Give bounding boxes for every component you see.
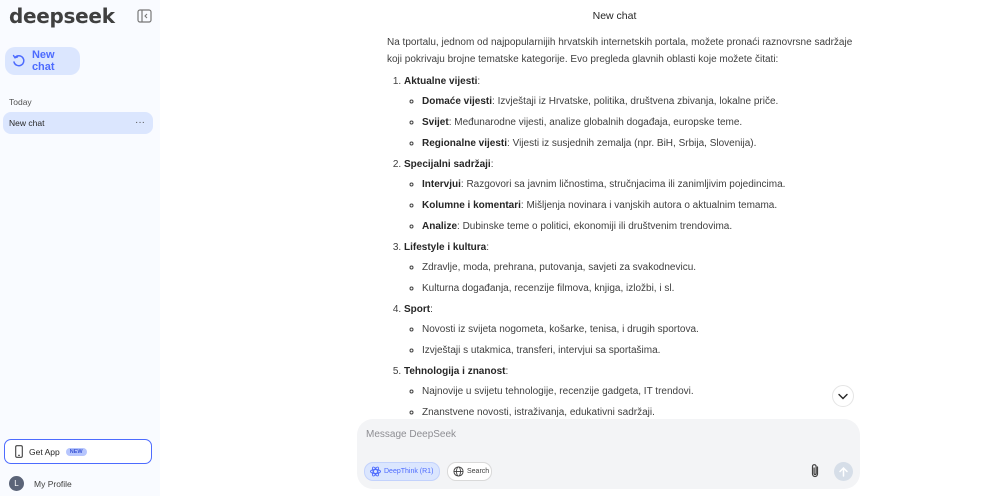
list-item: [422, 321, 862, 338]
section-title: Sport: [404, 304, 431, 315]
list-item-text: : Razgovori sa javnim ličnostima, stručnjacima ili zanimljivim pojedincima.: [460, 179, 786, 190]
message-input[interactable]: Message DeepSeek: [366, 429, 457, 440]
list-item-term: Intervjui: [422, 179, 461, 190]
search-toggle[interactable]: [447, 462, 492, 481]
section-title: Specijalni sadržaji: [404, 159, 491, 170]
deepthink-toggle[interactable]: [364, 462, 440, 481]
list-item-text: : Međunarodne vijesti, analize globalnih događaja, europske teme.: [448, 117, 743, 128]
list-item-text: : Dubinske teme o politici, ekonomiji ili društvenim trendovima.: [457, 221, 733, 232]
chevron-down-icon: [838, 393, 848, 400]
list-item-text: : Izvještaji iz Hrvatske, politika, društvena zbivanja, lokalne priče.: [492, 96, 779, 107]
list-item: [422, 280, 862, 297]
sub-list: [404, 321, 862, 359]
atom-icon: [370, 466, 381, 477]
globe-icon: [453, 466, 464, 477]
attach-file-button[interactable]: [808, 463, 822, 479]
list-item: [422, 218, 862, 235]
page-title-text: New chat: [592, 10, 637, 22]
section-label-today: Today: [9, 97, 32, 107]
list-item: [422, 135, 862, 152]
list-item-term: Domaće vijesti: [422, 96, 493, 107]
section-title: Tehnologija i znanost: [404, 366, 506, 377]
list-item-text: Kulturna događanja, recenzije filmova, knjiga, izložbi, i sl.: [422, 283, 675, 294]
list-item-text: : Mišljenja novinara i vanjskih autora o aktualnim temama.: [520, 200, 778, 211]
scroll-to-bottom-button[interactable]: [832, 385, 854, 407]
message-intro: Na tportalu, jednom od najpopularnijih hrvatskih internetskih portala, možete pronaći raznovrsne sadržaje koji pokrivaju brojne tematske kategorije. Evo pregleda glavnih oblasti koje možete čitati:: [387, 37, 853, 65]
list-item: [422, 259, 862, 276]
avatar: L: [9, 476, 24, 491]
new-chat-icon: [12, 54, 26, 68]
sub-list: [404, 383, 862, 418]
send-button[interactable]: [834, 462, 853, 481]
collapse-sidebar-icon[interactable]: [137, 9, 152, 23]
list-item: [422, 383, 862, 400]
list-item-term: Analize: [422, 221, 458, 232]
new-chat-label: New chat: [31, 49, 55, 73]
sub-list: [404, 176, 862, 235]
new-chat-button[interactable]: [5, 47, 80, 75]
sub-list: [404, 93, 862, 152]
list-item-text: Najnovije u svijetu tehnologije, recenzije gadgeta, IT trendovi.: [422, 386, 694, 397]
list-item-text: Izvještaji s utakmica, transferi, intervjui sa sportašima.: [422, 345, 661, 356]
my-profile[interactable]: [9, 476, 72, 491]
list-item-text: Znanstvene novosti, istraživanja, edukativni sadržaji.: [422, 407, 655, 418]
section-list: [387, 73, 862, 418]
arrow-up-icon: [839, 467, 848, 477]
chat-item-label: New chat: [9, 118, 45, 128]
section-item: 5. Tehnologija i znanost: ◦ Najnovije u svijetu tehnologije, recenzije gadgeta, IT trendovi. ◦ Znanstvene novosti, istraživanja, edukativni sadržaji.: [404, 363, 862, 418]
list-item-term: Svijet: [422, 117, 449, 128]
list-item-text: : Vijesti iz susjednih zemalja (npr. BiH, Srbija, Slovenija).: [507, 138, 757, 149]
list-item: [422, 114, 862, 131]
list-item-term: Regionalne vijesti: [422, 138, 508, 149]
new-badge: NEW: [66, 448, 87, 456]
get-app-button[interactable]: [4, 439, 152, 464]
list-item: [422, 176, 862, 193]
profile-label: My Profile: [34, 478, 72, 489]
section-item: 2. Specijalni sadržaji: ◦ Intervjui: Razgovori sa javnim ličnostima, stručnjacima ili zanimljivim pojedincima. ◦ Kolumne i komentari: Mišljenja novinara i vanjskih autora o aktualnim temama. ◦ Analize: Dubinske teme o politici, ekonomiji ili društvenim trendovima.: [404, 156, 862, 235]
list-item: [422, 93, 862, 110]
deepthink-label: DeepThink (R1): [384, 468, 434, 475]
list-item-term: Kolumne i komentari: [422, 200, 521, 211]
paperclip-icon: [808, 463, 822, 479]
list-item-text: Novosti iz svijeta nogometa, košarke, tenisa, i drugih sportova.: [422, 324, 699, 335]
section-item: 1. Aktualne vijesti: ◦ Domaće vijesti: Izvještaji iz Hrvatske, politika, društvena zbivanja, lokalne priče. ◦ Svijet: Međunarodne vijesti, analize globalnih događaja, europske teme. ◦ Regionalne vijesti: Vijesti iz susjednih zemalja (npr. BiH, Srbija, Slovenija).: [404, 73, 862, 152]
search-label: Search: [467, 468, 490, 475]
section-item: 4. Sport: ◦ Novosti iz svijeta nogometa, košarke, tenisa, i drugih sportova. ◦ Izvještaji s utakmica, transferi, intervjui sa sportašima.: [404, 301, 862, 359]
chat-history-item[interactable]: [3, 112, 153, 134]
section-item: 3. Lifestyle i kultura: ◦ Zdravlje, moda, prehrana, putovanja, savjeti za svakodnevicu. ◦ Kulturna događanja, recenzije filmova, knjiga, izložbi, i sl.: [404, 239, 862, 297]
section-title: Lifestyle i kultura: [404, 242, 487, 253]
list-item: [422, 342, 862, 359]
section-title: Aktualne vijesti: [404, 76, 478, 87]
sidebar: [0, 0, 160, 496]
list-item: [422, 197, 862, 214]
sub-list: [404, 259, 862, 297]
phone-icon: [15, 445, 23, 458]
assistant-message: [387, 34, 862, 418]
list-item: [422, 404, 862, 418]
more-options-icon[interactable]: ···: [135, 117, 145, 128]
get-app-label: Get App: [29, 446, 60, 457]
list-item-text: Zdravlje, moda, prehrana, putovanja, savjeti za svakodnevicu.: [422, 262, 697, 273]
deepseek-logo[interactable]: deepseek: [9, 4, 115, 28]
